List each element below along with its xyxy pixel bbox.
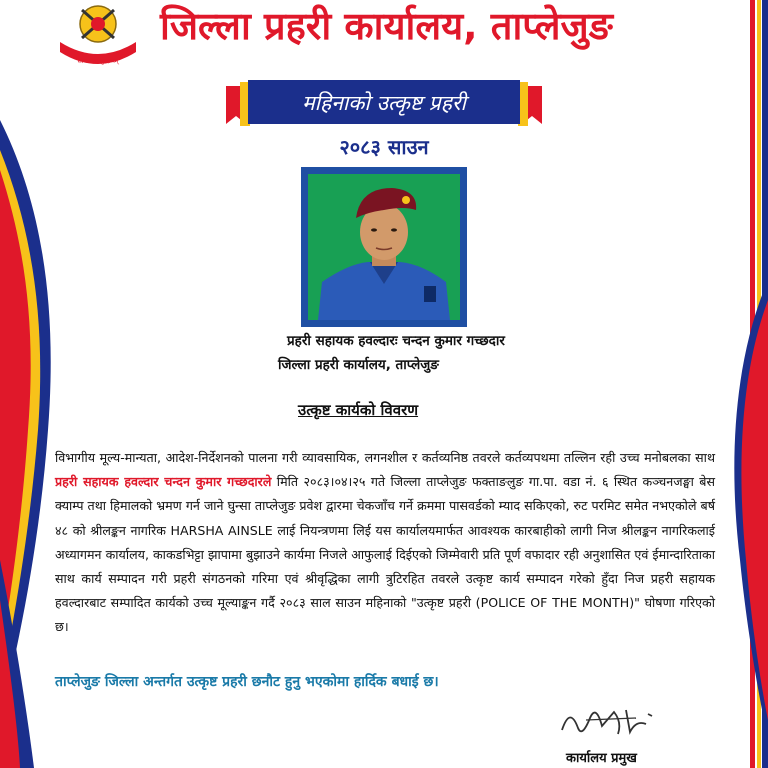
details-text-highlight: प्रहरी सहायक हवल्दार चन्दन कुमार गच्छदारले	[55, 474, 272, 490]
police-officer-portrait-icon	[308, 174, 460, 320]
officer-photo-frame	[301, 167, 467, 327]
nepal-police-emblem-icon	[50, 2, 146, 66]
right-ribbon-decoration	[704, 0, 768, 768]
details-paragraph	[55, 446, 715, 640]
month-label: २०८३ साउन	[339, 135, 429, 159]
left-ribbon-decoration	[0, 0, 64, 768]
details-text-before: विभागीय मूल्य-मान्यता, आदेश-निर्देशनको पालना गरी व्यावसायिक, लगनशील र कर्तव्यनिष्ठ तवरले कर्तव्यपथमा तल्लिन रही उच्च मनोबलका साथ	[55, 450, 715, 465]
office-title: जिल्ला प्रहरी कार्यालय, ताप्लेजुङ	[160, 4, 613, 48]
banner-label: महिनाको उत्कृष्ट प्रहरी	[302, 91, 466, 115]
officer-office-line: जिल्ला प्रहरी कार्यालय, ताप्लेजुङ	[278, 357, 439, 373]
details-text-after: मिति २०८३।०४।२५ गते जिल्ला ताप्लेजुङ फक्ताङलुङ गा.पा. वडा नं. ६ स्थित कञ्चनजङ्घा बेस क्याम्प तथा हिमालको भ्रमण गर्न जाने घुन्सा ताप्लेजुङ प्रवेश द्वारमा चेकजाँच गर्ने क्रममा पासवर्डको म्याद सकिएको, रुट परमिट समेत नभएकोले बर्ष ४८ को श्रीलङ्कन नागरिक HARSHA AINSLE लाई नियन्त्रणमा लिई यस कार्यालयमार्फत आवश्यक कारबाहीको लागी निज श्रीलङ्कन नागरिकलाई अध्यागमन कार्यालय, काकडभिट्टा झापामा बुझाउने कार्यमा निजले आफुलाई दिईएको जिम्मेवारी प्रति पूर्ण वफादार रही अनुशासित एवं ईमान्दारिताका साथ कार्य सम्पादन गरी प्रहरी संगठनको गरिमा एवं श्रीवृद्धिका लागी त्रुटिरहित तवरले उत्कृष्ट कार्य सम्पादन गरेको हुँदा निज प्रहरी सहायक हवल्दारबाट सम्पादित कार्यको उच्च मूल्याङ्कन गर्दै २०८३ साल साउन महिनाको "उत्कृष्ट प्रहरी (POLICE OF THE MONTH)" घोषणा गरिएको छ।	[55, 474, 715, 635]
officer-photo	[308, 174, 460, 320]
signer-title: कार्यालय प्रमुख	[566, 751, 637, 766]
congratulations-line: ताप्लेजुङ जिल्ला अन्तर्गत उत्कृष्ट प्रहरी छनौट हुनु भएकोमा हार्दिक बधाई छ।	[55, 674, 439, 690]
logo-motto-top: नेपाल प्रहरी	[83, 46, 113, 54]
logo-motto-bottom: सत्य सेवा सुरक्षणम्	[77, 58, 119, 65]
handwritten-signature-icon	[556, 700, 668, 742]
officer-name-line: प्रहरी सहायक हवल्दारः चन्दन कुमार गच्छदार	[287, 333, 505, 349]
details-heading: उत्कृष्ट कार्यको विवरण	[298, 401, 419, 419]
